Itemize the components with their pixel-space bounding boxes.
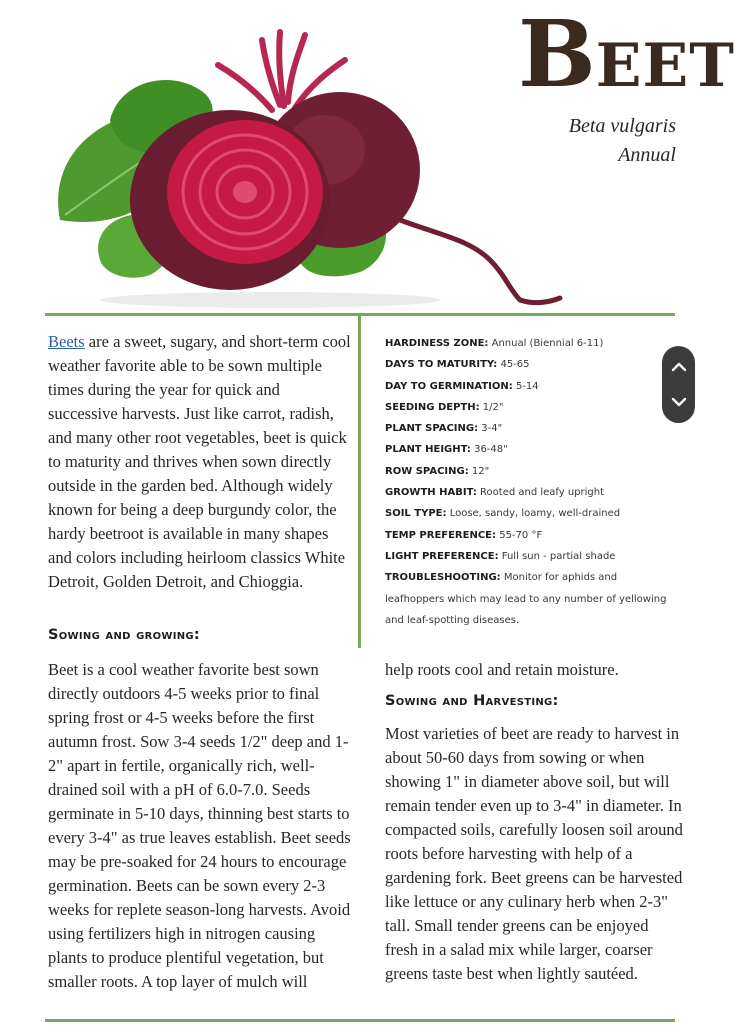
scientific-name: Beta vulgaris bbox=[568, 115, 676, 137]
sowing-continued: help roots cool and retain moisture. bbox=[385, 660, 619, 679]
intro-paragraph bbox=[48, 330, 353, 594]
fact-hardiness: HARDINESS ZONE: Annual (Biennial 6-11) bbox=[385, 338, 604, 349]
divider-bottom bbox=[45, 1019, 675, 1022]
fact-germination: DAY TO GERMINATION: 5-14 bbox=[385, 380, 539, 392]
harvesting-heading: Sowing and Harvesting: bbox=[385, 693, 559, 709]
page-title: BEET bbox=[518, 0, 735, 108]
fact-growth-habit: GROWTH HABIT: Rooted and leafy upright bbox=[385, 487, 605, 499]
scroll-down-button[interactable] bbox=[662, 383, 695, 421]
lifecycle-label: Annual bbox=[618, 144, 676, 166]
divider-vertical bbox=[358, 316, 361, 648]
facts-list bbox=[385, 333, 675, 626]
page-scroller bbox=[662, 346, 695, 423]
fact-days-to-maturity: DAYS TO MATURITY: 45-65 bbox=[385, 359, 530, 371]
beet-illustration bbox=[40, 20, 570, 315]
fact-temp-preference: TEMP PREFERENCE: 55-70 °F bbox=[385, 529, 543, 541]
sowing-paragraph: Beet is a cool weather favorite best sown directly outdoors 4-5 weeks prior to final spring frost or 4-5 weeks before the first autumn frost. Sow 3-4 seeds 1/2" deep and 1-2" apart in fertile, organically rich, well-drained soil with a pH of 6.0-7.0. Seeds germinate in 5-10 days, thinning best starts to every 3-4" as true leaves establish. Beet seeds may be pre-soaked for 24 hours to encourage germination. Beets can be sown every 2-3 weeks for replete season-long harvests. Avoid using fertilizers high in nitrogen causing plants to produce plentiful vegetation, but smaller roots. A top layer of mulch will bbox=[48, 660, 351, 991]
scroll-up-button[interactable] bbox=[662, 348, 695, 386]
harvesting-paragraph: Most varieties of beet are ready to harvest in about 50-60 days from sowing or when showing 1" in diameter above soil, but will remain tender even up to 3-4" in diameter. In compacted soils, carefully loosen soil around roots before harvesting with help of a gardening fork. Beet greens can be harvested like lettuce or any culinary herb when 2-3" tall. Small tender greens can be enjoyed fresh in a salad mix while larger, coarser greens taste best when lightly sautéed. bbox=[385, 724, 683, 983]
fact-plant-height: PLANT HEIGHT: 36-48" bbox=[385, 444, 508, 456]
fact-troubleshooting: TROUBLESHOOTING: Monitor for aphids and leafhoppers which may lead to any number of yellowing and leaf-spotting diseases. bbox=[385, 572, 667, 626]
chevron-up-icon bbox=[671, 362, 687, 372]
intro-text: are a sweet, sugary, and short-term cool weather favorite able to be sown multiple times during the year for quick and successive harvests. Just like carrot, radish, and many other root vegetables, beet is quick to maturity and thrives when sown directly outside in the garden bed. Although widely known for being a deep burgundy color, the hardy beetroot is available in many shapes and colors including heirloom classics White Detroit, Golden Detroit, and Chioggia. bbox=[48, 332, 351, 591]
fact-row-spacing: ROW SPACING: 12" bbox=[385, 465, 490, 477]
fact-soil-type: SOIL TYPE: Loose, sandy, loamy, well-drained bbox=[385, 508, 621, 520]
fact-plant-spacing: PLANT SPACING: 3-4" bbox=[385, 423, 503, 435]
fact-light-preference: LIGHT PREFERENCE: Full sun - partial shade bbox=[385, 550, 616, 562]
sowing-heading: Sowing and growing: bbox=[48, 627, 201, 643]
chevron-down-icon bbox=[671, 397, 687, 407]
fact-seeding-depth: SEEDING DEPTH: 1/2" bbox=[385, 401, 504, 413]
beets-link[interactable]: Beets bbox=[48, 332, 85, 351]
